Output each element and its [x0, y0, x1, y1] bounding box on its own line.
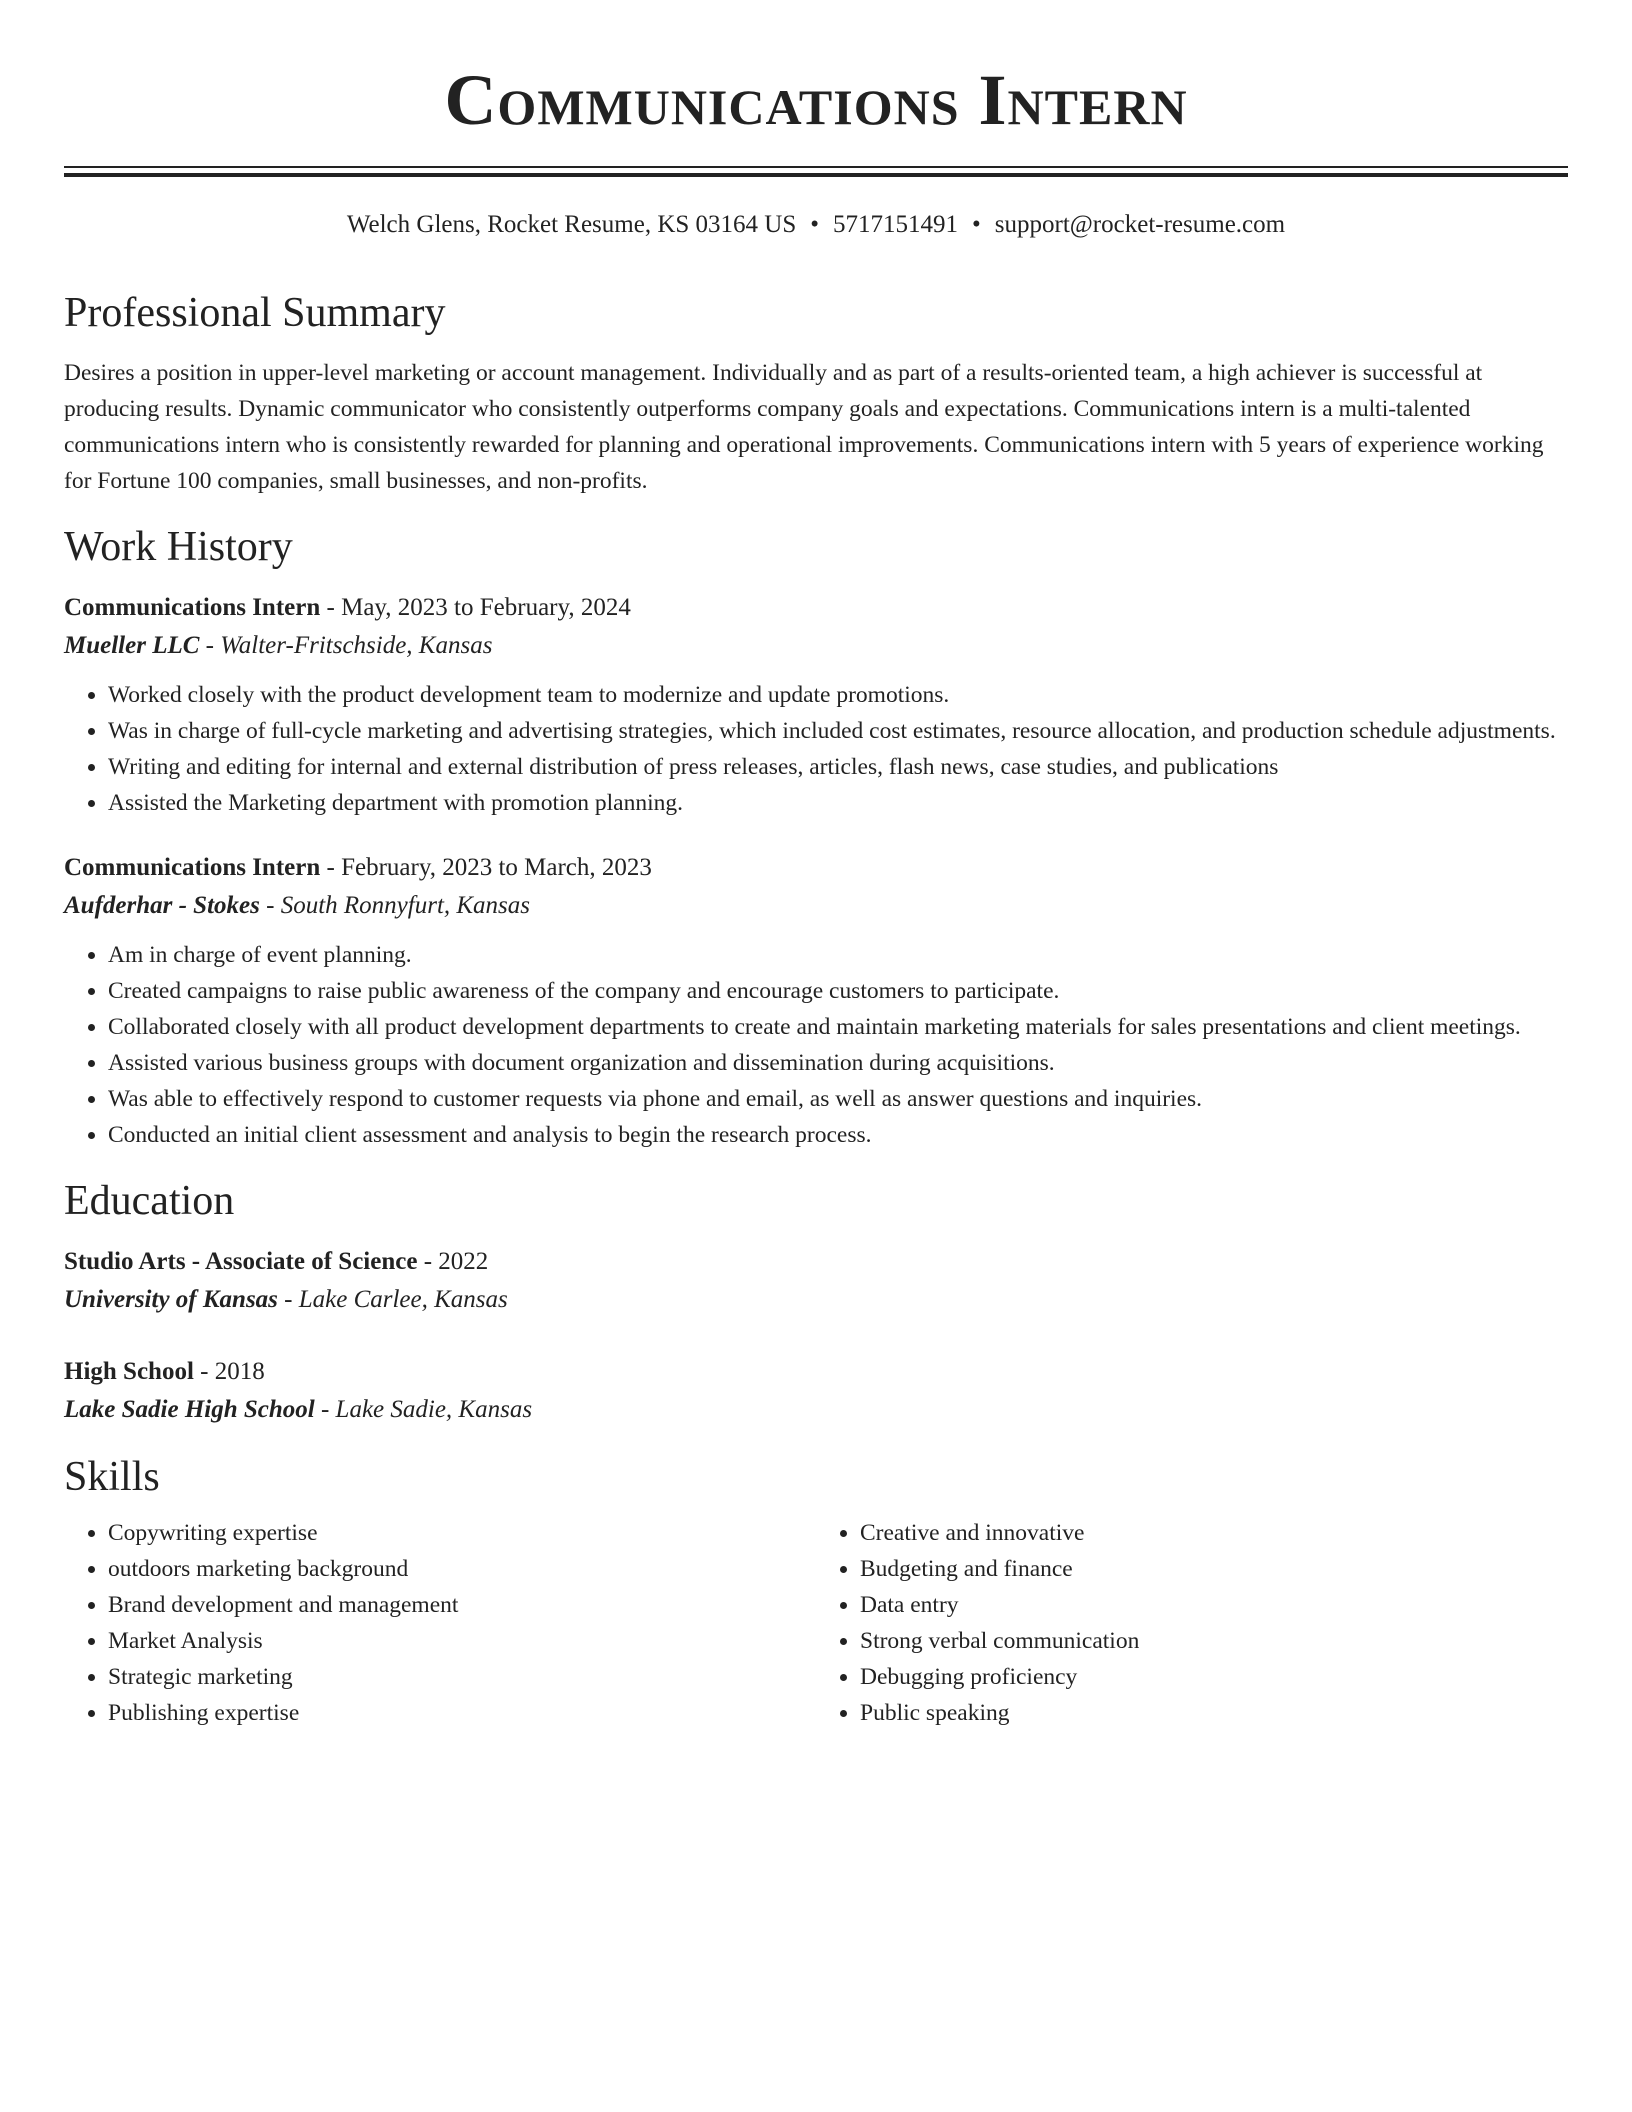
resume-title: Communications Intern — [444, 60, 1188, 140]
job-dates: - May, 2023 to February, 2024 — [320, 594, 631, 621]
skill-item: • Strategic marketing — [108, 1659, 816, 1695]
summary-section — [64, 287, 1568, 499]
job-title: Communications Intern — [64, 594, 321, 621]
skill-item: • Publishing expertise — [108, 1695, 816, 1731]
school-name: Lake Sadie High School — [64, 1396, 315, 1423]
degree-name: High School — [64, 1358, 194, 1385]
skill-item: • Public speaking — [860, 1695, 1568, 1731]
degree-line — [64, 1353, 1568, 1391]
education-entry — [64, 1243, 1568, 1319]
job-title-line — [64, 589, 1568, 627]
degree-year: - 2018 — [193, 1358, 265, 1385]
contact-phone: 5717151491 — [833, 211, 959, 238]
job-bullets — [64, 677, 1568, 821]
summary-text: Desires a position in upper-level marketing or account management. Individually and as part of a results-oriented team, a high achiever is successful at producing results. Dynamic communicator who consistently outperforms company goals and expectations. Communications intern is a multi-talented communications intern who is consistently rewarded for planning and operational improvements. Communications intern with 5 years of experience working for Fortune 100 companies, small businesses, and non-profits. — [64, 360, 1544, 494]
employer-line — [64, 887, 1568, 925]
education-entry — [64, 1353, 1568, 1429]
contact-line — [64, 209, 1568, 241]
job-title-line — [64, 849, 1568, 887]
job-bullet: • Assisted the Marketing department with promotion planning. — [108, 785, 1568, 821]
skill-item: • Creative and innovative — [860, 1515, 1568, 1551]
skill-item: • Budgeting and finance — [860, 1551, 1568, 1587]
skills-list-left — [64, 1515, 816, 1731]
job-bullets — [64, 937, 1568, 1153]
job-bullet: • Was in charge of full-cycle marketing and advertising strategies, which included cost estimates, resource allocation, and production schedule adjustments. — [108, 713, 1568, 749]
job-dates: - February, 2023 to March, 2023 — [320, 854, 652, 881]
contact-address: Welch Glens, Rocket Resume, KS 03164 US — [346, 211, 797, 238]
job-bullet: • Assisted various business groups with document organization and dissemination during acquisitions. — [108, 1045, 1568, 1081]
job-bullet: • Worked closely with the product development team to modernize and update promotions. — [108, 677, 1568, 713]
employer-location: - Walter-Fritschside, Kansas — [199, 632, 493, 659]
job-bullet: • Created campaigns to raise public awareness of the company and encourage customers to participate. — [108, 973, 1568, 1009]
degree-line — [64, 1243, 1568, 1281]
skill-item: • outdoors marketing background — [108, 1551, 816, 1587]
contact-separator: • — [972, 211, 981, 238]
title-double-rule — [64, 166, 1568, 177]
job-bullet: • Am in charge of event planning. — [108, 937, 1568, 973]
education-section — [64, 1175, 1568, 1429]
skill-item: • Debugging proficiency — [860, 1659, 1568, 1695]
school-line — [64, 1391, 1568, 1429]
job-bullet: • Conducted an initial client assessment and analysis to begin the research process. — [108, 1117, 1568, 1153]
school-location: - Lake Carlee, Kansas — [277, 1286, 508, 1313]
school-line — [64, 1281, 1568, 1319]
employer-name: Mueller LLC — [64, 632, 200, 659]
summary-heading: Professional Summary — [64, 290, 446, 336]
school-name: University of Kansas — [64, 1286, 278, 1313]
skill-item: • Data entry — [860, 1587, 1568, 1623]
degree-name: Studio Arts - Associate of Science — [64, 1248, 418, 1275]
job-bullet: • Writing and editing for internal and external distribution of press releases, articles, flash news, case studies, and publications — [108, 749, 1568, 785]
contact-separator: • — [810, 211, 820, 238]
job-bullet: • Was able to effectively respond to customer requests via phone and email, as well as answer questions and inquiries. — [108, 1081, 1568, 1117]
skills-heading: Skills — [64, 1454, 160, 1500]
job-entry — [64, 849, 1568, 1153]
contact-email: support@rocket-resume.com — [994, 211, 1286, 238]
skill-item: • Strong verbal communication — [860, 1623, 1568, 1659]
employer-name: Aufderhar - Stokes — [64, 892, 260, 919]
skill-item: • Brand development and management — [108, 1587, 816, 1623]
work-history-section — [64, 521, 1568, 1153]
employer-line — [64, 627, 1568, 665]
education-heading: Education — [64, 1178, 235, 1224]
job-title: Communications Intern — [64, 854, 321, 881]
skill-item: • Market Analysis — [108, 1623, 816, 1659]
skills-list-right — [816, 1515, 1568, 1731]
job-entry — [64, 589, 1568, 821]
job-bullet: • Collaborated closely with all product development departments to create and maintain marketing materials for sales presentations and client meetings. — [108, 1009, 1568, 1045]
school-location: - Lake Sadie, Kansas — [314, 1396, 533, 1423]
work-history-heading: Work History — [64, 524, 293, 570]
employer-location: - South Ronnyfurt, Kansas — [259, 892, 531, 919]
skill-item: • Copywriting expertise — [108, 1515, 816, 1551]
degree-year: - 2022 — [417, 1248, 489, 1275]
skills-columns — [64, 1515, 1568, 1731]
skills-section — [64, 1451, 1568, 1731]
